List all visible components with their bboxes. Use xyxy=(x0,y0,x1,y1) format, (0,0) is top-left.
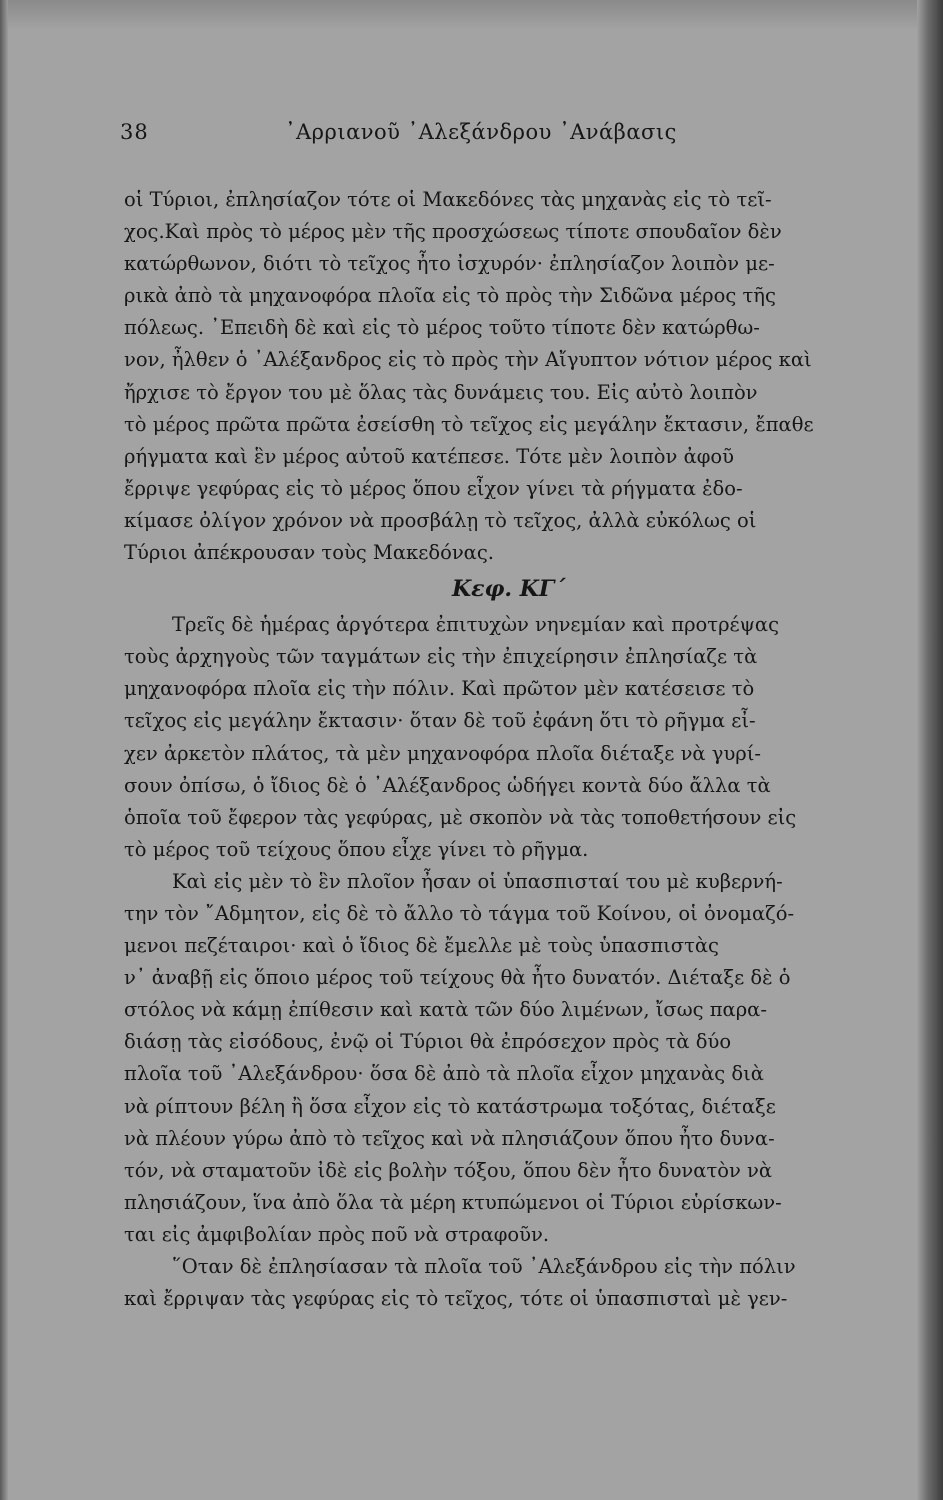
text-line: καὶ ἔρριψαν τὰς γεφύρας εἰς τὸ τεῖχος, τότε οἱ ὑπασπισταὶ μὲ γεν- xyxy=(124,1287,788,1311)
text-line: τόν, νὰ σταματοῦν ἰδὲ εἰς βολὴν τόξου, ὅπου δὲν ἦτο δυνατὸν νὰ xyxy=(124,1158,773,1182)
text-line: στόλος νὰ κάμῃ ἐπίθεσιν καὶ κατὰ τῶν δύο λιμένων, ἴσως παρα- xyxy=(124,998,767,1022)
text-line: νὰ πλέουν γύρω ἀπὸ τὸ τεῖχος καὶ νὰ πλησιάζουν ὅπου ἦτο δυνα- xyxy=(124,1126,775,1150)
text-line: ἤρχισε τὸ ἔργον του μὲ ὅλας τὰς δυνάμεις του. Εἰς αὐτὸ λοιπὸν xyxy=(124,380,758,404)
text-line: ἔρριψε γεφύρας εἰς τὸ μέρος ὅπου εἶχον γίνει τὰ ρήγματα ἐδο- xyxy=(124,476,743,500)
page-number: 38 xyxy=(120,120,149,144)
text-line: τὸ μέρος τοῦ τείχους ὅπου εἶχε γίνει τὸ ρῆγμα. xyxy=(124,837,589,861)
text-line: νὰ ρίπτουν βέλη ἢ ὅσα εἶχον εἰς τὸ κατάστρωμα τοξότας, διέταξε xyxy=(124,1094,776,1118)
text-line: τοὺς ἀρχηγοὺς τῶν ταγμάτων εἰς τὴν ἐπιχείρησιν ἐπλησίαζε τὰ xyxy=(124,645,758,669)
text-line: ρήγματα καὶ ἓν μέρος αὐτοῦ κατέπεσε. Τότε μὲν λοιπὸν ἀφοῦ xyxy=(124,444,734,468)
text-line: κίμασε ὀλίγον χρόνον νὰ προσβάλῃ τὸ τεῖχος, ἀλλὰ εὐκόλως οἱ xyxy=(124,508,757,532)
page-top-shadow xyxy=(0,0,943,30)
text-line: κατώρθωνον, διότι τὸ τεῖχος ἦτο ἰσχυρόν· ἐπλησίαζον λοιπὸν με- xyxy=(124,252,775,276)
text-line: ν᾿ ἀναβῇ εἰς ὅποιο μέρος τοῦ τείχους θὰ ἦτο δυνατόν. Διέταξε δὲ ὁ xyxy=(124,966,791,990)
paragraph-3 xyxy=(124,866,906,1251)
paragraph-2 xyxy=(124,609,906,866)
text-line: διάσῃ τὰς εἰσόδους, ἐνῷ οἱ Τύριοι θὰ ἐπρόσεχον πρὸς τὰ δύο xyxy=(124,1030,732,1054)
text-line: πλησιάζουν, ἵνα ἀπὸ ὅλα τὰ μέρη κτυπώμενοι οἱ Τύριοι εὑρίσκων- xyxy=(124,1190,782,1214)
page-header xyxy=(120,120,720,156)
text-line: ῞Οταν δὲ ἐπλησίασαν τὰ πλοῖα τοῦ ᾿Αλεξάνδρου εἰς τὴν πόλιν xyxy=(172,1255,796,1278)
text-line: χεν ἀρκετὸν πλάτος, τὰ μὲν μηχανοφόρα πλοῖα διέταξε νὰ γυρί- xyxy=(124,741,762,765)
text-line: χος.Καὶ πρὸς τὸ μέρος μὲν τῆς προσχώσεως τίποτε σπουδαῖον δὲν xyxy=(124,220,782,244)
text-line: μηχανοφόρα πλοῖα εἰς τὴν πόλιν. Καὶ πρῶτον μὲν κατέσεισε τὸ xyxy=(124,677,755,701)
text-line: τὸ μέρος πρῶτα πρῶτα ἐσείσθη τὸ τεῖχος εἰς μεγάλην ἔκτασιν, ἔπαθε xyxy=(124,412,814,436)
text-line: ὁποῖα τοῦ ἔφερον τὰς γεφύρας, μὲ σκοπὸν νὰ τὰς τοποθετήσουν εἰς xyxy=(124,805,797,829)
running-head: ᾿Αρριανοῦ ᾿Αλεξάνδρου ᾿Ανάβασις xyxy=(285,120,677,144)
paragraph-1 xyxy=(124,184,906,569)
body-text xyxy=(124,184,906,1315)
text-line: ται εἰς ἀμφιβολίαν πρὸς ποῦ νὰ στραφοῦν. xyxy=(124,1222,550,1246)
chapter-heading: Κεφ. ΚΓ΄ xyxy=(452,576,566,603)
text-line: Καὶ εἰς μὲν τὸ ἓν πλοῖον ἦσαν οἱ ὑπασπισταί του μὲ κυβερνή- xyxy=(172,869,783,893)
text-line: την τὸν ῎Αδμητον, εἰς δὲ τὸ ἄλλο τὸ τάγμα τοῦ Κοίνου, οἱ ὀνομαζό- xyxy=(124,901,795,925)
text-line: ρικὰ ἀπὸ τὰ μηχανοφόρα πλοῖα εἰς τὸ πρὸς τὴν Σιδῶνα μέρος τῆς xyxy=(124,284,776,308)
text-line: πόλεως. ᾿Επειδὴ δὲ καὶ εἰς τὸ μέρος τοῦτο τίποτε δὲν κατώρθω- xyxy=(124,316,760,340)
text-line: πλοῖα τοῦ ᾿Αλεξάνδρου· ὅσα δὲ ἀπὸ τὰ πλοῖα εἶχον μηχανὰς διὰ xyxy=(124,1062,764,1086)
text-line: μενοι πεζέταιροι· καὶ ὁ ἴδιος δὲ ἔμελλε μὲ τοὺς ὑπασπιστὰς xyxy=(124,934,719,958)
text-line: οἱ Τύριοι, ἐπλησίαζον τότε οἱ Μακεδόνες τὰς μηχανὰς εἰς τὸ τεῖ- xyxy=(124,188,772,211)
text-line: σουν ὀπίσω, ὁ ἴδιος δὲ ὁ ᾿Αλέξανδρος ὡδήγει κοντὰ δύο ἄλλα τὰ xyxy=(124,773,771,797)
text-line: Τρεῖς δὲ ἡμέρας ἀργότερα ἐπιτυχὼν νηνεμίαν καὶ προτρέψας xyxy=(172,613,780,637)
text-line: τεῖχος εἰς μεγάλην ἔκτασιν· ὅταν δὲ τοῦ ἐφάνη ὅτι τὸ ρῆγμα εἶ- xyxy=(124,709,756,733)
text-line: νον, ἦλθεν ὁ ᾿Αλέξανδρος εἰς τὸ πρὸς τὴν Αἴγυπτον νότιον μέρος καὶ xyxy=(124,348,812,372)
paragraph-4 xyxy=(124,1251,906,1315)
book-spine-shadow xyxy=(917,0,943,1500)
page-left-edge xyxy=(0,0,8,1500)
text-line: Τύριοι ἀπέκρουσαν τοὺς Μακεδόνας. xyxy=(124,541,494,565)
